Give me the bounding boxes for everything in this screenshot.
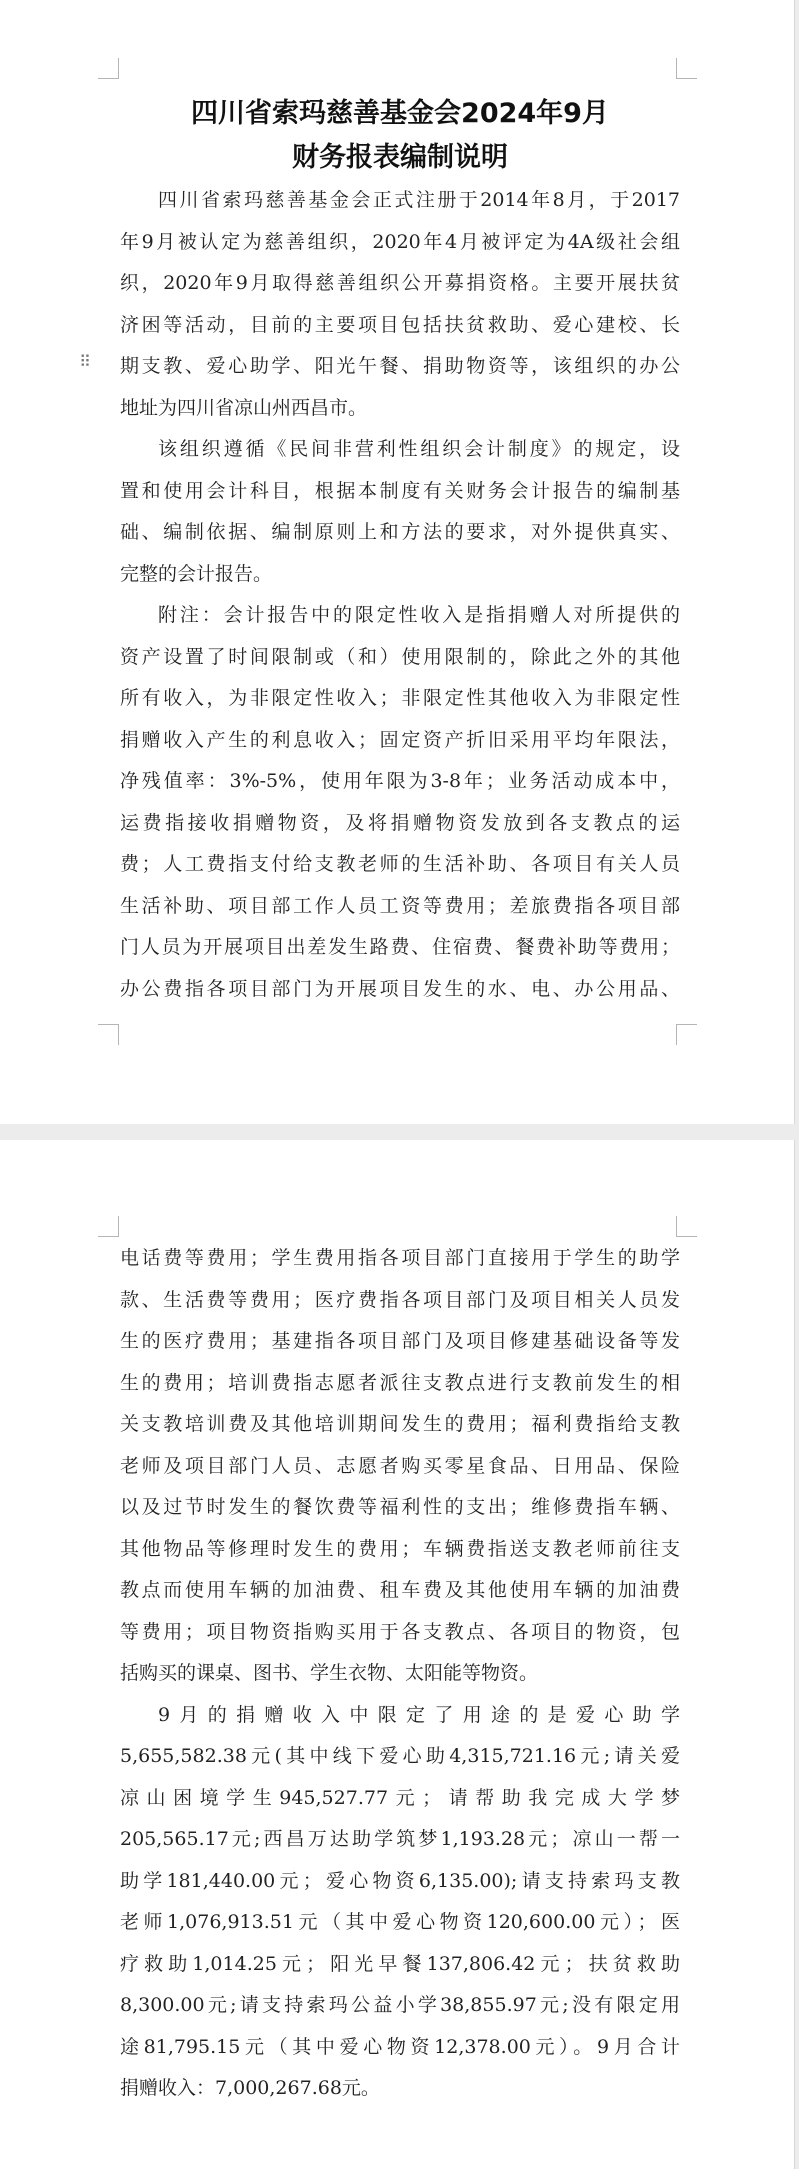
text-line: 办公费指各项目部门为开展项目发生的水、电、办公用品、	[120, 977, 680, 1000]
text-line: 电话费等费用；学生费用指各项目部门直接用于学生的助学	[120, 1247, 680, 1269]
text-line: 织，2020年9月取得慈善组织公开募捐资格。主要开展扶贫	[120, 272, 680, 294]
text-line: 疗救助1,014.25元；阳光早餐137,806.42元；扶贫救助	[120, 1952, 680, 1975]
text-line: 老师1,076,913.51元（其中爱心物资120,600.00元）；医	[120, 1911, 680, 1933]
page-corner-mark-top-right	[676, 1216, 697, 1237]
document-title-line-1: 四川省索玛慈善基金会2024年9月	[191, 98, 609, 129]
page-2-body	[120, 1238, 680, 2110]
text-line: 等费用；项目物资指购买用于各支教点、各项目的物资，包	[120, 1620, 680, 1643]
page-corner-mark-top-right	[676, 58, 697, 79]
text-line: 205,565.17元;西昌万达助学筑梦1,193.28元；凉山一帮一	[120, 1828, 680, 1850]
text-line: 地址为四川省凉山州西昌市。	[120, 396, 368, 419]
text-line: 教点而使用车辆的加油费、租车费及其他使用车辆的加油费	[120, 1579, 680, 1601]
page-1-body	[120, 180, 680, 1010]
document-title-line-2: 财务报表编制说明	[292, 142, 508, 173]
text-line: 以及过节时发生的餐饮费等福利性的支出；维修费指车辆、	[120, 1496, 680, 1518]
text-line: 捐赠收入产生的利息收入；固定资产折旧采用平均年限法，	[120, 728, 680, 751]
text-line: 费；人工费指支付给支教老师的生活补助、各项目有关人员	[120, 853, 680, 875]
drag-handle-icon[interactable]: ⠿	[79, 352, 91, 371]
text-line: 生的医疗费用；基建指各项目部门及项目修建基础设备等发	[120, 1330, 680, 1352]
text-line: 附注：会计报告中的限定性收入是指捐赠人对所提供的	[158, 604, 680, 626]
page-corner-mark-bottom-left	[98, 1024, 119, 1045]
text-line: 完整的会计报告。	[120, 562, 273, 585]
text-line: 资产设置了时间限制或（和）使用限制的，除此之外的其他	[120, 645, 680, 668]
text-line: 置和使用会计科目，根据本制度有关财务会计报告的编制基	[120, 479, 680, 502]
document-page-2	[0, 1140, 795, 2169]
text-line: 运费指接收捐赠物资，及将捐赠物资发放到各支教点的运	[120, 811, 680, 834]
text-line: 年9月被认定为慈善组织，2020年4月被评定为4A级社会组	[120, 230, 680, 253]
text-line: 门人员为开展项目出差发生路费、住宿费、餐费补助等费用；	[120, 936, 680, 958]
text-line: 济困等活动，目前的主要项目包括扶贫救助、爱心建校、长	[120, 313, 680, 336]
page-corner-mark-top-left	[98, 1216, 119, 1237]
text-line: 础、编制依据、编制原则上和方法的要求，对外提供真实、	[120, 521, 680, 543]
page-corner-mark-bottom-right	[676, 1024, 697, 1045]
text-line: 5,655,582.38元(其中线下爱心助4,315,721.16元;请关爱	[120, 1745, 680, 1767]
text-line: 关支教培训费及其他培训期间发生的费用；福利费指给支教	[120, 1413, 680, 1435]
text-line: 助学181,440.00元；爱心物资6,135.00);请支持索玛支教	[120, 1869, 680, 1892]
text-line: 老师及项目部门人员、志愿者购买零星食品、日用品、保险	[120, 1454, 680, 1477]
text-line: 净残值率：3%-5%，使用年限为3-8年；业务活动成本中，	[120, 770, 680, 792]
text-line: 9月的捐赠收入中限定了用途的是爱心助学	[158, 1703, 680, 1726]
text-line: 凉山困境学生945,527.77元；请帮助我完成大学梦	[120, 1786, 680, 1809]
text-line: 所有收入，为非限定性收入；非限定性其他收入为非限定性	[120, 687, 680, 709]
text-line: 捐赠收入：7,000,267.68元。	[120, 2077, 380, 2099]
text-line: 其他物品等修理时发生的费用；车辆费指送支教老师前往支	[120, 1537, 680, 1560]
text-line: 生活补助、项目部工作人员工资等费用；差旅费指各项目部	[120, 894, 680, 917]
text-line: 途81,795.15元（其中爱心物资12,378.00元）。9月合计	[120, 2035, 680, 2058]
text-line: 括购买的课桌、图书、学生衣物、太阳能等物资。	[120, 1662, 539, 1684]
text-line: 生的费用；培训费指志愿者派往支教点进行支教前发生的相	[120, 1371, 680, 1394]
text-line: 四川省索玛慈善基金会正式注册于2014年8月，于2017	[158, 189, 680, 211]
text-line: 该组织遵循《民间非营利性组织会计制度》的规定，设	[158, 438, 680, 460]
text-line: 期支教、爱心助学、阳光午餐、捐助物资等，该组织的办公	[120, 355, 680, 377]
page-corner-mark-top-left	[98, 58, 119, 79]
text-line: 款、生活费等费用；医疗费指各项目部门及项目相关人员发	[120, 1288, 680, 1311]
text-line: 8,300.00元;请支持索玛公益小学38,855.97元;没有限定用	[120, 1994, 680, 2016]
